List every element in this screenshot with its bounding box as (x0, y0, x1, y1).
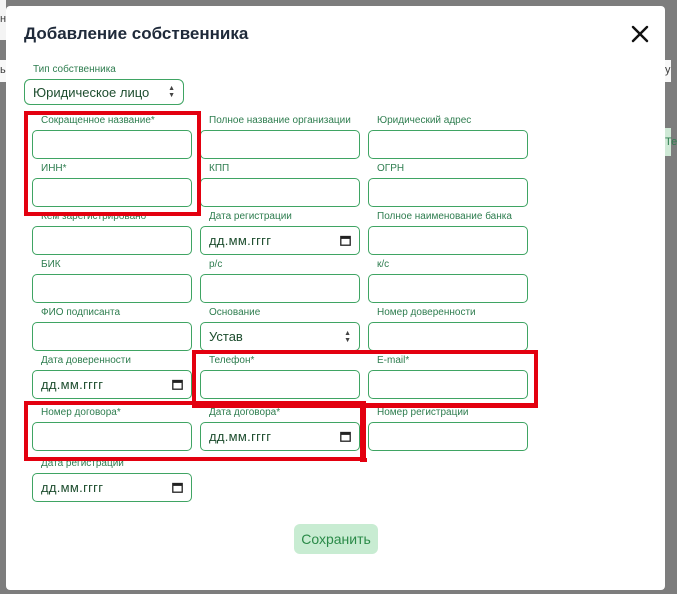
date-value: дд.мм.гггг (209, 233, 272, 248)
signatory-input[interactable] (32, 322, 192, 351)
rs-field (200, 258, 360, 303)
bik-input[interactable] (32, 274, 192, 303)
background-text: н (0, 13, 7, 25)
legal-address-input[interactable] (368, 130, 528, 159)
calendar-icon[interactable] (340, 235, 351, 246)
close-icon (631, 25, 649, 43)
basis-field (200, 306, 360, 351)
kpp-field (200, 162, 360, 207)
add-owner-modal (6, 6, 665, 590)
field-label: E-mail* (377, 355, 410, 366)
registered-by-field (32, 210, 192, 255)
date-value: дд.мм.гггг (209, 429, 272, 444)
short-name-field (32, 114, 192, 159)
calendar-icon[interactable] (340, 431, 351, 442)
reg-date-field (32, 457, 192, 502)
ks-field (368, 258, 528, 303)
field-label: Полное название организации (209, 115, 351, 126)
full-org-name-input[interactable] (200, 130, 360, 159)
field-label: р/с (209, 259, 223, 270)
bank-name-input[interactable] (368, 226, 528, 255)
bik-field (32, 258, 192, 303)
field-label: Номер доверенности (377, 307, 476, 318)
poa-date-field (32, 354, 192, 399)
background-text: Те (665, 136, 677, 148)
date-value: дд.мм.гггг (41, 377, 104, 392)
background-text: ь (0, 64, 6, 76)
spinner-icon: ▲ ▼ (168, 85, 175, 99)
legal-address-field (368, 114, 528, 159)
basis-select[interactable] (200, 322, 360, 351)
rs-input[interactable] (200, 274, 360, 303)
calendar-icon[interactable] (172, 379, 183, 390)
phone-input[interactable] (200, 370, 360, 399)
full-org-name-field (200, 114, 360, 159)
field-label: ИНН* (41, 163, 67, 174)
field-label: Сокращенное название* (41, 115, 155, 126)
short-name-input[interactable] (32, 130, 192, 159)
field-label: Дата регистрации (41, 458, 124, 469)
modal-title: Добавление собственника (24, 24, 249, 43)
close-button[interactable] (626, 20, 654, 48)
background-text: у (665, 64, 671, 76)
reg-number-field (368, 406, 528, 451)
inn-input[interactable] (32, 178, 192, 207)
contract-date-field (200, 406, 360, 451)
ks-input[interactable] (368, 274, 528, 303)
field-label: Полное наименование банка (377, 211, 512, 222)
registered-by-input[interactable] (32, 226, 192, 255)
bank-name-field (368, 210, 528, 255)
field-label: КПП (209, 163, 230, 174)
field-label: Дата регистрации (209, 211, 292, 222)
reg-date-input[interactable] (32, 473, 192, 502)
kpp-input[interactable] (200, 178, 360, 207)
ogrn-field (368, 162, 528, 207)
owner-type-select[interactable] (24, 79, 184, 105)
field-label: Телефон* (209, 355, 255, 366)
spinner-icon: ▲ ▼ (344, 329, 351, 344)
field-label: Номер регистрации (377, 407, 469, 418)
field-label: к/с (377, 259, 390, 270)
field-label: ФИО подписанта (41, 307, 121, 318)
poa-number-field (368, 306, 528, 351)
calendar-icon[interactable] (172, 482, 183, 493)
field-label: Номер договора* (41, 407, 121, 418)
field-label: Дата доверенности (41, 355, 131, 366)
select-value: Юридическое лицо (33, 84, 150, 100)
poa-date-input[interactable] (32, 370, 192, 399)
field-label: БИК (41, 259, 61, 270)
field-label: Юридический адрес (377, 115, 472, 126)
phone-field (200, 354, 360, 399)
select-value: Устав (209, 329, 243, 344)
signatory-field (32, 306, 192, 351)
ogrn-input[interactable] (368, 178, 528, 207)
field-label: ОГРН (377, 163, 405, 174)
inn-field (32, 162, 192, 207)
registration-date-field (200, 210, 360, 255)
field-label: Основание (209, 307, 261, 318)
poa-number-input[interactable] (368, 322, 528, 351)
email-field (368, 354, 528, 399)
save-button[interactable]: Сохранить (294, 524, 378, 554)
email-input[interactable] (368, 370, 528, 399)
owner-type-field (24, 63, 184, 105)
field-label: Дата договора* (209, 407, 281, 418)
registration-date-input[interactable] (200, 226, 360, 255)
reg-number-input[interactable] (368, 422, 528, 451)
contract-number-input[interactable] (32, 422, 192, 451)
field-label: Кем зарегистрировано (41, 211, 147, 222)
date-value: дд.мм.гггг (41, 480, 104, 495)
field-label: Тип собственника (33, 64, 116, 75)
contract-date-input[interactable] (200, 422, 360, 451)
contract-number-field (32, 406, 192, 451)
